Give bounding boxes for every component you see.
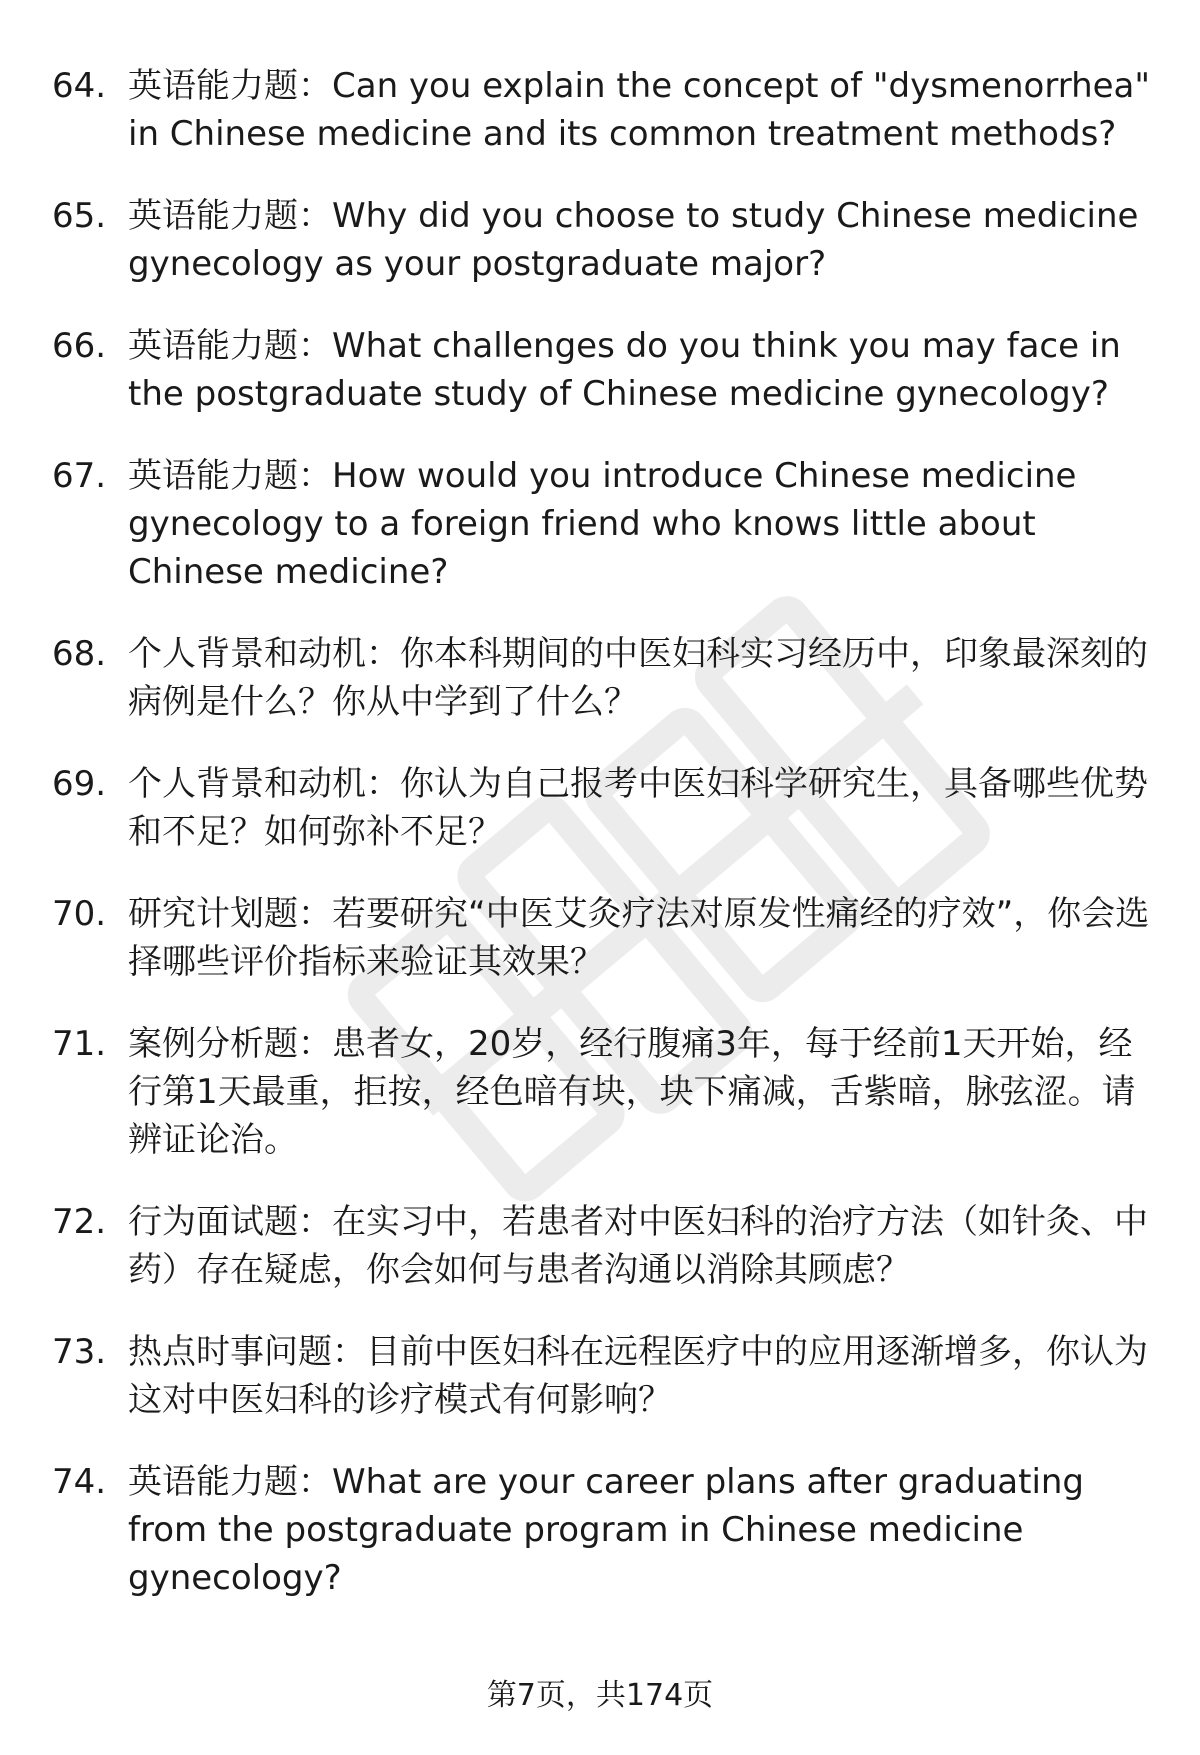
question-item <box>52 62 1152 158</box>
question-number: 72. <box>52 1202 107 1242</box>
question-item <box>52 322 1152 418</box>
question-text: 行为面试题：在实习中，若患者对中医妇科的治疗方法（如针灸、中药）存在疑虑，你会如何与患者沟通以消除其顾虑？ <box>128 1202 1148 1290</box>
question-number: 68. <box>52 634 107 674</box>
question-number: 70. <box>52 894 107 934</box>
question-number: 65. <box>52 196 107 236</box>
question-number: 69. <box>52 764 107 804</box>
question-list <box>52 62 1152 1636</box>
question-item <box>52 452 1152 596</box>
question-number: 71. <box>52 1024 107 1064</box>
question-item <box>52 760 1152 856</box>
question-number: 67. <box>52 456 107 496</box>
question-item <box>52 1458 1152 1602</box>
question-number: 73. <box>52 1332 107 1372</box>
question-number: 74. <box>52 1462 107 1502</box>
question-item <box>52 1020 1152 1164</box>
question-text: 研究计划题：若要研究“中医艾灸疗法对原发性痛经的疗效”，你会选择哪些评价指标来验证其效果？ <box>128 894 1150 982</box>
question-text: 案例分析题：患者女，20岁，经行腹痛3年，每于经前1天开始，经行第1天最重，拒按，经色暗有块，块下痛减，舌紫暗，脉弦涩。请辨证论治。 <box>128 1024 1136 1160</box>
question-text: 英语能力题：What are your career plans after graduating from the postgraduate program in Chinese medicine gynecology? <box>128 1462 1085 1598</box>
question-number: 64. <box>52 66 107 106</box>
question-item <box>52 630 1152 726</box>
question-item <box>52 1328 1152 1424</box>
question-text: 英语能力题：What challenges do you think you may face in the postgraduate study of Chinese medicine gynecology? <box>128 326 1121 414</box>
question-item <box>52 1198 1152 1294</box>
question-text: 个人背景和动机：你本科期间的中医妇科实习经历中，印象最深刻的病例是什么？你从中学到了什么？ <box>128 634 1148 722</box>
page-footer: 第7页，共174页 <box>486 1678 714 1713</box>
question-text: 英语能力题：Why did you choose to study Chinese medicine gynecology as your postgraduate major? <box>128 196 1139 284</box>
question-text: 英语能力题：Can you explain the concept of "dysmenorrhea" in Chinese medicine and its common treatment methods? <box>128 66 1151 154</box>
question-item <box>52 192 1152 288</box>
question-text: 英语能力题：How would you introduce Chinese medicine gynecology to a foreign friend who knows little about Chinese medicine? <box>128 456 1077 592</box>
question-number: 66. <box>52 326 107 366</box>
question-text: 个人背景和动机：你认为自己报考中医妇科学研究生，具备哪些优势和不足？如何弥补不足？ <box>128 764 1148 852</box>
question-item <box>52 890 1152 986</box>
question-text: 热点时事问题：目前中医妇科在远程医疗中的应用逐渐增多，你认为这对中医妇科的诊疗模式有何影响？ <box>128 1332 1148 1420</box>
